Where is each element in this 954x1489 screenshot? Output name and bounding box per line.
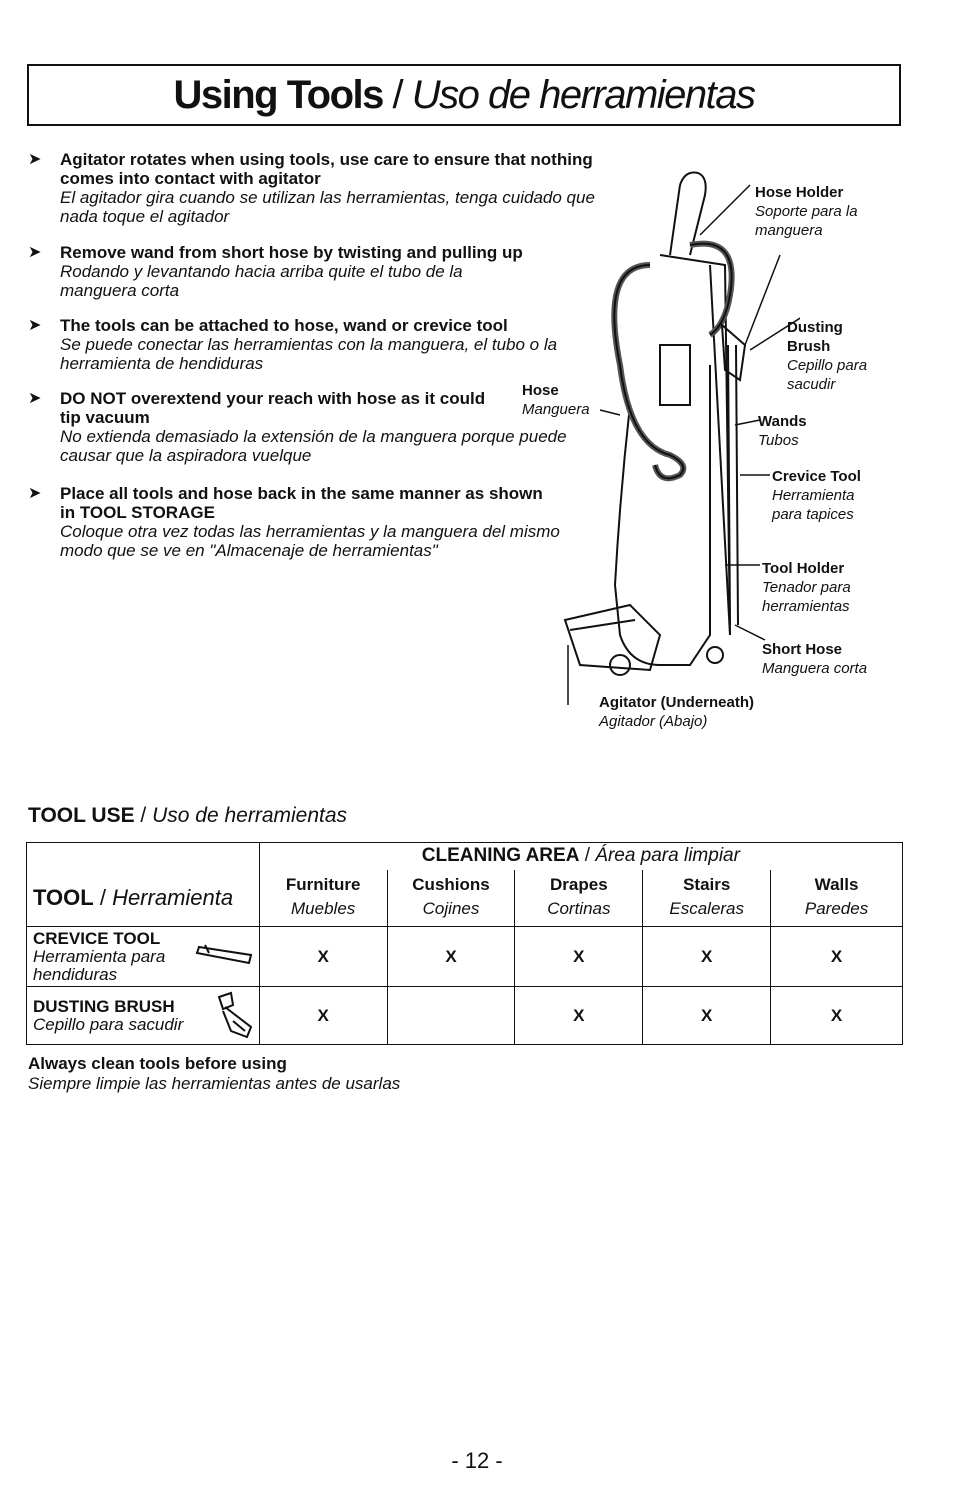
label-en: Tool Holder xyxy=(762,560,845,577)
column-es: Cojines xyxy=(422,898,480,918)
label-agitator xyxy=(599,693,754,731)
table-column-row xyxy=(27,870,903,927)
column-en: Cushions xyxy=(412,874,490,894)
column-header xyxy=(515,870,643,927)
bullet-en: DO NOT overextend your reach with hose as it could tip vacuum xyxy=(60,389,486,427)
tool-header-es: Herramienta xyxy=(112,884,234,910)
mark-cell xyxy=(387,987,515,1045)
title-sep: / xyxy=(382,73,412,117)
label-hose xyxy=(522,381,590,419)
column-en: Walls xyxy=(814,874,859,894)
label-en: Wands xyxy=(758,413,807,430)
tool-header-sep: / xyxy=(93,884,113,910)
label-wands xyxy=(758,412,807,450)
tool-header-en: TOOL xyxy=(33,884,94,910)
bullet-es: No extienda demasiado la extensión de la manguera porque puede causar que la aspiradora vuelque xyxy=(60,427,567,465)
area-header-en: CLEANING AREA xyxy=(421,845,580,867)
bullet-5 xyxy=(28,484,628,560)
title-es: Uso de herramientas xyxy=(411,73,755,117)
bullet-es: Rodando y levantando hacia arriba quite el tubo de la manguera corta xyxy=(60,262,463,300)
column-en: Furniture xyxy=(285,874,361,894)
label-en: Dusting Brush xyxy=(787,319,843,355)
footer-es: Siempre limpie las herramientas antes de usarlas xyxy=(28,1074,401,1093)
tool-header xyxy=(27,870,260,927)
section-sep: / xyxy=(134,804,153,827)
table-corner-cell xyxy=(27,843,260,870)
arrow-bullet-icon: ➤ xyxy=(28,317,42,334)
mark-cell: X xyxy=(259,927,387,987)
column-header xyxy=(387,870,515,927)
label-en: Hose xyxy=(522,382,559,399)
tool-name-es: Cepillo para sacudir xyxy=(33,1014,184,1034)
footer-en: Always clean tools before using xyxy=(28,1054,287,1073)
column-header xyxy=(771,870,903,927)
bullet-1 xyxy=(28,150,628,226)
label-hose-holder xyxy=(755,183,865,240)
label-es: Manguera xyxy=(522,401,590,418)
label-en: Hose Holder xyxy=(755,184,844,201)
tool-name-es: Herramienta para xyxy=(33,946,166,966)
crevice-tool-icon xyxy=(195,941,255,967)
section-es: Uso de herramientas xyxy=(152,804,348,827)
arrow-bullet-icon: ➤ xyxy=(28,390,42,407)
column-header xyxy=(259,870,387,927)
cleaning-area-header xyxy=(259,843,902,870)
column-es: Cortinas xyxy=(547,898,611,918)
mark-cell: X xyxy=(515,927,643,987)
title-en: Using Tools xyxy=(173,73,383,117)
mark-cell: X xyxy=(643,927,771,987)
label-es: Soporte para la manguera xyxy=(755,203,858,239)
label-short-hose xyxy=(762,640,867,678)
mark-cell: X xyxy=(643,987,771,1045)
label-crevice-tool xyxy=(772,467,872,524)
column-es: Escaleras xyxy=(669,898,745,918)
table-row xyxy=(27,987,903,1045)
mark-cell: X xyxy=(771,987,903,1045)
label-es: Manguera corta xyxy=(762,660,868,677)
bullet-es: Coloque otra vez todas las herramientas y la manguera del mismo modo que se ve en "Almacenaje de herramientas" xyxy=(60,522,560,560)
mark-cell: X xyxy=(259,987,387,1045)
bullet-en: The tools can be attached to hose, wand or crevice tool xyxy=(60,316,508,335)
column-es: Paredes xyxy=(804,898,869,918)
label-es: Agitador (Abajo) xyxy=(599,713,708,730)
area-header-es: Área para limpiar xyxy=(595,845,740,867)
column-en: Stairs xyxy=(683,874,731,894)
page-title xyxy=(29,66,899,124)
bullet-es: El agitador gira cuando se utilizan las herramientas, tenga cuidado que nada toque el agitador xyxy=(60,188,595,226)
tool-name-en: CREVICE TOOL xyxy=(33,928,161,948)
column-header xyxy=(643,870,771,927)
section-heading xyxy=(28,804,347,828)
page-number: - 12 - xyxy=(451,1448,503,1473)
label-en: Short Hose xyxy=(762,641,843,658)
label-es: Herramienta para tapices xyxy=(772,487,855,523)
label-dusting-brush xyxy=(787,318,887,394)
tool-name-en: DUSTING BRUSH xyxy=(33,996,175,1016)
section-en: TOOL USE xyxy=(28,804,135,827)
table-header-row xyxy=(27,843,903,870)
tool-cell xyxy=(27,987,260,1045)
arrow-bullet-icon: ➤ xyxy=(28,244,42,261)
column-en: Drapes xyxy=(550,874,608,894)
bullet-2 xyxy=(28,243,628,300)
bullet-3 xyxy=(28,316,628,373)
tool-name-es: hendiduras xyxy=(33,964,118,984)
area-header-sep: / xyxy=(579,845,596,867)
tool-cell xyxy=(27,927,260,987)
arrow-bullet-icon: ➤ xyxy=(28,151,42,168)
label-es: Cepillo para sacudir xyxy=(787,357,868,393)
mark-cell: X xyxy=(771,927,903,987)
label-es: Tenador para herramientas xyxy=(762,579,851,615)
label-en: Agitator (Underneath) xyxy=(599,694,754,711)
mark-cell: X xyxy=(515,987,643,1045)
bullet-es: Se puede conectar las herramientas con la manguera, el tubo o la herramienta de hendiduras xyxy=(60,335,558,373)
bullet-en: Remove wand from short hose by twisting and pulling up xyxy=(60,243,523,262)
table-row xyxy=(27,927,903,987)
arrow-bullet-icon: ➤ xyxy=(28,485,42,502)
label-tool-holder xyxy=(762,559,872,616)
bullet-en: Place all tools and hose back in the same manner as shown in TOOL STORAGE xyxy=(60,484,543,522)
column-es: Muebles xyxy=(291,898,356,918)
dusting-brush-icon xyxy=(211,991,257,1041)
footer-note xyxy=(28,1054,400,1094)
label-es: Tubos xyxy=(758,432,799,449)
page-title-box xyxy=(27,64,901,126)
label-en: Crevice Tool xyxy=(772,468,861,485)
tool-use-table xyxy=(26,842,903,1045)
mark-cell: X xyxy=(387,927,515,987)
bullet-en: Agitator rotates when using tools, use care to ensure that nothing comes into contact with agitator xyxy=(60,150,593,188)
